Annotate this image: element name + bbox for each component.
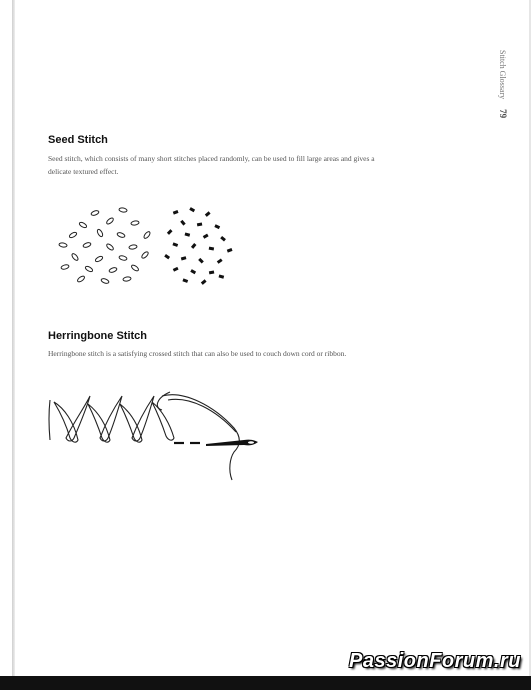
page-number: 79 — [498, 109, 508, 119]
page-binding-edge — [12, 0, 15, 690]
running-head — [492, 50, 512, 120]
running-head-section: Stitch Glossary — [498, 50, 507, 100]
footer-bar — [0, 676, 531, 690]
herringbone-stitch-heading: Herringbone Stitch — [48, 330, 148, 342]
herringbone-stitch-description: Herringbone stitch is a satisfying crossed stitch that can also be used to couch down cord or ribbon. — [48, 349, 347, 358]
seed-stitch-description: Seed stitch, which consists of many short stitches placed randomly, can be used to fill large areas and gives a delicate textured effect. — [48, 154, 375, 176]
seed-stitch-heading: Seed Stitch — [48, 134, 108, 146]
watermark-logo: PassionForum.ru — [349, 650, 521, 672]
seed-stitch-illustration — [55, 205, 245, 290]
herringbone-stitch-illustration — [44, 388, 264, 508]
